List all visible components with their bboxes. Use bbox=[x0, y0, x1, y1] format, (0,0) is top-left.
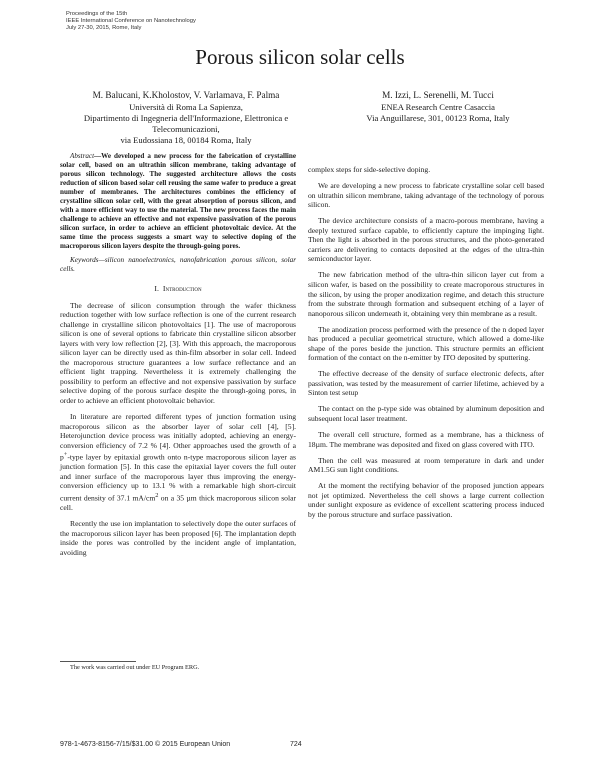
affiliation-line: Telecomunicazioni, bbox=[152, 124, 220, 134]
author-names: M. Balucani, K.Kholostov, V. Varlamava, F. Palma bbox=[92, 90, 280, 100]
affiliation-line: Dipartimento di Ingegneria dell'Informazione, Elettronica e bbox=[83, 113, 289, 123]
body-paragraph: We are developing a new process to fabricate crystalline solar cell based on ultrathin silicon membrane, taking advantage of the technology of porous silicon. bbox=[308, 181, 544, 210]
authors-left bbox=[56, 90, 316, 146]
body-paragraph: The contact on the p-type side was obtained by aluminum deposition and subsequent local laser treatment. bbox=[308, 404, 544, 424]
left-column bbox=[60, 152, 296, 564]
footnote: The work was carried out under EU Program ERG. bbox=[70, 664, 200, 671]
body-paragraph bbox=[60, 412, 296, 513]
superscript: + bbox=[63, 451, 68, 459]
proceedings-header bbox=[66, 11, 196, 33]
proceedings-line: July 27-30, 2015, Rome, Italy bbox=[66, 25, 142, 32]
section-heading bbox=[60, 284, 296, 294]
body-paragraph: The anodization process performed with the presence of the n doped layer has produced a peculiar geometrical structure, which allowed a dome-like shape of the pores beside the junction. This structure permits an efficient formation of the contact on the n-emitter by ITO deposited by sputtering. bbox=[308, 324, 544, 363]
right-column bbox=[308, 165, 544, 526]
section-number: I. bbox=[154, 284, 159, 293]
keywords: Keywords—silicon nanoelectronics, nanofabrication ,porous silicon, solar cells. bbox=[60, 256, 296, 273]
body-paragraph: The overall cell structure, formed as a membrane, has a thickness of 18µm. The membrane was deposited and fixed on glass covered with ITO. bbox=[308, 430, 544, 449]
section-title: Introduction bbox=[162, 284, 202, 293]
authors-right bbox=[318, 90, 558, 124]
body-paragraph: At the moment the rectifying behavior of the proposed junction appears not jet optimized. Nevertheless the cell shows a large current collection under sunlight exposure as evidence of excellent scattering process induced by the porous structure and surface passivation. bbox=[308, 481, 544, 519]
body-paragraph: The decrease of silicon consumption through the wafer thickness reduction together with low surface reflection is one of the current research challenge in crystalline silicon photovoltaics [1]. The use of macroporous silicon is one of several options to fabricate thin crystalline silicon absorber layers with very low reflection [2], [3]. With this approach, the macroporous silicon layer can be directly used as thin-film absorber in solar cell. Indeed the macroporous structure guarantees a low surface reflectance and an efficient light trapping. Nevertheless it is extremely challenging the possibility to perform an effective and not expensive passivation by surface selective doping of the porous surface despite the through-going pores, in order to achieve an efficient photovoltaic behavior. bbox=[60, 300, 296, 406]
affiliation-line: ENEA Research Centre Casaccia bbox=[381, 102, 495, 112]
abstract-label: Abstract bbox=[70, 152, 95, 160]
superscript: 2 bbox=[155, 491, 159, 499]
abstract bbox=[60, 152, 296, 251]
body-paragraph: The device architecture consists of a macro-porous membrane, having a deeply textured surface capable, to efficiently capture the impinging light. Then the light is absorbed in the porous structures, and the photo-generated carriers are delivering to contacts deposited at the edges of the ultra-thin semiconductor layer. bbox=[308, 216, 544, 264]
proceedings-line: Proceedings of the 15th bbox=[66, 11, 128, 17]
paragraph-text: In literature are reported different types of junction formation using macroporous silicon as the absorber layer of solar cell [4], [5]. Heterojunction device process was initially adopted, achieving an energy-conversion efficiency of 7.2 % [4]. Other approaches used the growth of a p bbox=[60, 412, 296, 462]
copyright-footer: 978-1-4673-8156-7/15/$31.00 © 2015 European Union bbox=[60, 741, 231, 748]
body-paragraph: The effective decrease of the density of surface electronic defects, after passivation, was tested by the measurement of carrier lifetime, achieved by a Sinton test setup bbox=[308, 369, 544, 398]
paragraph-text: -type layer by epitaxial growth onto n-type macroporous silicon layer as junction formation [5]. In this case the epitaxial layer covers the full outer and inner surface of the macroporous layer thus improving the energy-conversion efficiency up to 13.1 % with a remarkable high short-circuit current density of 37.1 mA/cm bbox=[60, 452, 296, 503]
affiliation-line: via Eudossiana 18, 00184 Roma, Italy bbox=[120, 135, 252, 145]
body-paragraph: Recently the use ion implantation to selectively dope the outer surfaces of the macroporous silicon layer has been proposed [6]. The implantation depth inside the pores was controlled by the incident angle of implantation, avoiding bbox=[60, 519, 296, 557]
abstract-text: —We developed a new process for the fabrication of crystalline solar cell, based on an ultrathin silicon membrane, taking advantage of porous silicon technology. The suggested architecture allows the costs reduction of silicon based solar cell reusing the same wafer to produce a great number of membranes. The architectures combines the efficiency of crystalline silicon solar cell, with the great absorption of porous silicon, and with a more efficient way to use the material. The new process faces the main challenge to achieve an effective and not expensive passivation of the porous silicon surface, in order to achieve an efficient photovoltaic device. At the same time the process suggests a smart way to selective doping of the macroporous silicon layers despite the through-going pores. bbox=[60, 152, 296, 250]
paragraph-text: on a 35 µm thick macroporous silicon solar cell. bbox=[60, 493, 296, 513]
body-paragraph: The new fabrication method of the ultra-thin silicon layer cut from a silicon wafer, is based on the possibility to create macroporous structures in the silicon, by using the proper anodization regime, and detach this structure from the substrate through formation and subsequent etching of a layer of nanoporous silicon underneath it, obtaining very thin membrane as a result. bbox=[308, 270, 544, 318]
footnote-rule bbox=[60, 661, 136, 662]
author-names: M. Izzi, L. Serenelli, M. Tucci bbox=[382, 90, 494, 100]
affiliation-line: Università di Roma La Sapienza, bbox=[129, 102, 243, 112]
proceedings-line: IEEE International Conference on Nanotechnology bbox=[66, 18, 196, 25]
paper-title: Porous silicon solar cells bbox=[195, 45, 405, 69]
page-number: 724 bbox=[290, 741, 302, 748]
body-paragraph: Then the cell was measured at room temperature in dark and under AM1.5G sun light conditions. bbox=[308, 455, 544, 475]
body-paragraph: complex steps for side-selective doping. bbox=[308, 165, 431, 174]
affiliation-line: Via Anguillarese, 301, 00123 Roma, Italy bbox=[366, 113, 510, 123]
